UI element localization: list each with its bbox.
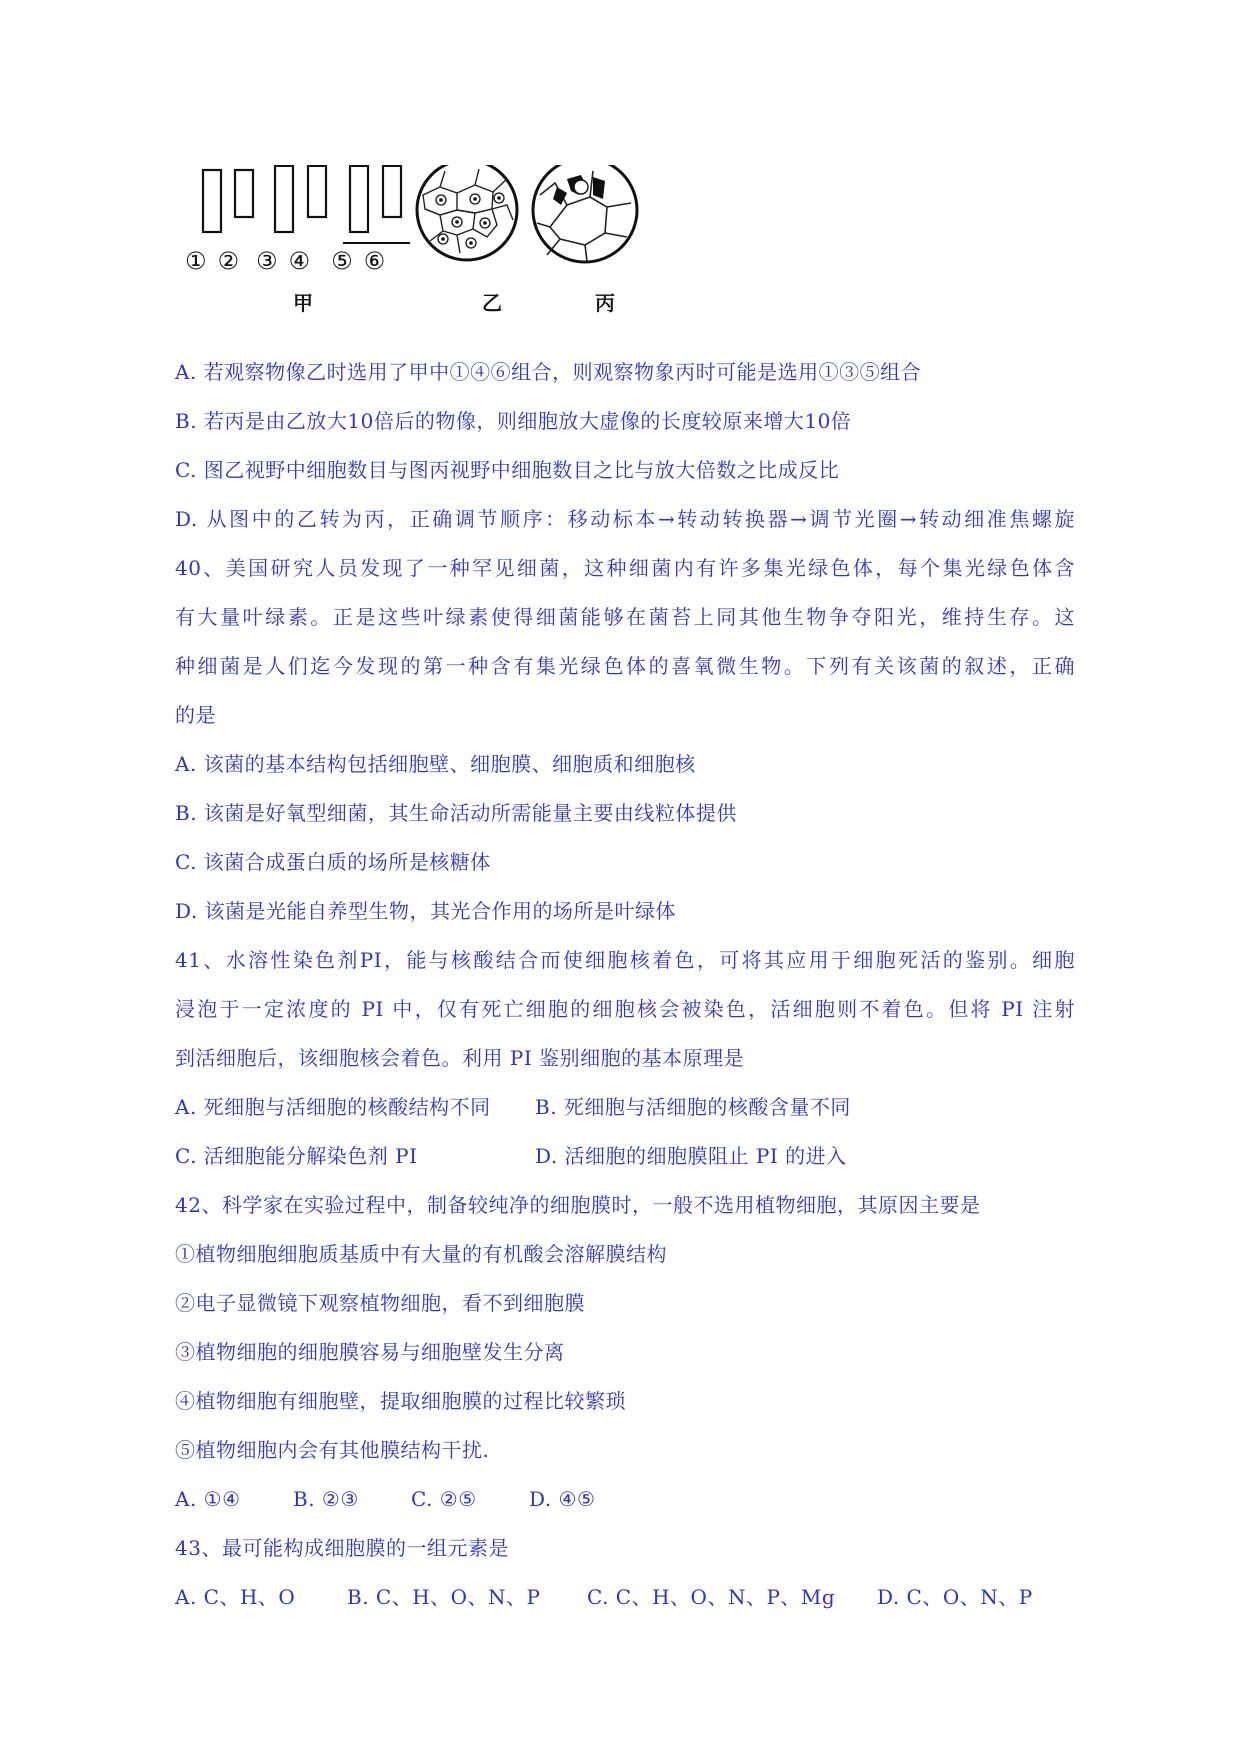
q42-options: [175, 1475, 1075, 1524]
q43-options: [175, 1573, 1075, 1622]
tube-numbers: [185, 247, 396, 275]
q40-option-a: A. 该菌的基本结构包括细胞壁、细胞膜、细胞质和细胞核: [175, 752, 696, 776]
q40-stem-line-1: 40、美国研究人员发现了一种罕见细菌，这种细菌内有许多集光绿色体，每个集光绿色体含: [175, 556, 1075, 580]
q42-option-c: C. ②⑤: [411, 1487, 477, 1511]
q41-option-a: A. 死细胞与活细胞的核酸结构不同: [175, 1095, 491, 1119]
tube-1-shape: [203, 170, 221, 232]
view-yi: [417, 165, 517, 260]
q42-stem: 42、科学家在实验过程中，制备较纯净的细胞膜时，一般不选用植物细胞，其原因主要是: [175, 1193, 981, 1217]
q40-option-b: B. 该菌是好氧型细菌，其生命活动所需能量主要由线粒体提供: [175, 801, 737, 825]
q42-item-5: ⑤植物细胞内会有其他膜结构干扰.: [175, 1438, 490, 1462]
q42-option-a: A. ①④: [175, 1487, 241, 1511]
question-text: [175, 348, 1075, 1622]
q39-option-a: A. 若观察物像乙时选用了甲中①④⑥组合，则观察物象丙时可能是选用①③⑤组合: [175, 360, 922, 384]
q41-option-c: C. 活细胞能分解染色剂 PI: [175, 1144, 418, 1168]
q42-item-2: ②电子显微镜下观察植物细胞，看不到细胞膜: [175, 1291, 585, 1315]
q41-stem-line-1: 41、水溶性染色剂PI，能与核酸结合而使细胞核着色，可将其应用于细胞死活的鉴别。细胞: [175, 948, 1075, 972]
q42-option-b: B. ②③: [293, 1487, 359, 1511]
q40-stem-line-4: 的是: [175, 703, 216, 727]
tube-label-4: ④: [288, 247, 322, 275]
q41-options-row-1: [175, 1083, 1075, 1132]
tube-5-shape: [350, 165, 368, 232]
tube-label-2: ②: [217, 247, 251, 275]
microscope-figure: [185, 165, 735, 345]
q40-option-c: C. 该菌合成蛋白质的场所是核糖体: [175, 850, 491, 874]
q40-stem-line-2: 有大量叶绿素。正是这些叶绿素使得细菌能够在菌苔上同其他生物争夺阳光，维持生存。这: [175, 605, 1075, 629]
q41-option-d: D. 活细胞的细胞膜阻止 PI 的进入: [535, 1144, 847, 1168]
figure-label-jia: 甲: [293, 291, 313, 315]
q41-stem-line-2: 浸泡于一定浓度的 PI 中，仅有死亡细胞的细胞核会被染色，活细胞则不着色。但将 PI 注射: [175, 997, 1075, 1021]
q40-stem-line-3: 种细菌是人们迄今发现的第一种含有集光绿色体的喜氧微生物。下列有关该菌的叙述，正确: [175, 654, 1075, 678]
q42-item-4: ④植物细胞有细胞壁，提取细胞膜的过程比较繁琐: [175, 1389, 626, 1413]
q42-item-3: ③植物细胞的细胞膜容易与细胞壁发生分离: [175, 1340, 565, 1364]
figure-label-bing: 丙: [595, 291, 615, 315]
q40-option-d: D. 该菌是光能自养型生物，其光合作用的场所是叶绿体: [175, 899, 677, 923]
q39-option-b: B. 若丙是由乙放大10倍后的物像，则细胞放大虚像的长度较原来增大10倍: [175, 409, 852, 433]
tube-3-shape: [275, 165, 293, 232]
q43-option-c: C. C、H、O、N、P、Mg: [587, 1585, 836, 1609]
figure-label-yi: 乙: [482, 291, 502, 315]
tube-label-5: ⑤: [331, 247, 364, 275]
q43-option-d: D. C、O、N、P: [877, 1585, 1033, 1609]
tube-label-3: ③: [256, 247, 289, 275]
q43-option-b: B. C、H、O、N、P: [347, 1585, 541, 1609]
q39-option-d: D. 从图中的乙转为丙，正确调节顺序：移动标本→转动转换器→调节光圈→转动细准焦螺旋: [175, 507, 1075, 531]
tube-4-shape: [308, 165, 326, 217]
q42-option-d: D. ④⑤: [529, 1487, 596, 1511]
tube-label-6: ⑥: [363, 247, 397, 275]
view-bing: [533, 165, 637, 262]
q42-item-1: ①植物细胞细胞质基质中有大量的有机酸会溶解膜结构: [175, 1242, 667, 1266]
q43-stem: 43、最可能构成细胞膜的一组元素是: [175, 1536, 509, 1560]
q41-options-row-2: [175, 1132, 1075, 1181]
q41-option-b: B. 死细胞与活细胞的核酸含量不同: [535, 1095, 851, 1119]
tube-label-1: ①: [185, 247, 218, 275]
q41-stem-line-3: 到活细胞后，该细胞核会着色。利用 PI 鉴别细胞的基本原理是: [175, 1046, 745, 1070]
q43-option-a: A. C、H、O: [175, 1585, 296, 1609]
tube-6-shape: [383, 165, 401, 217]
tube-2-shape: [235, 170, 253, 217]
q39-option-c: C. 图乙视野中细胞数目与图丙视野中细胞数目之比与放大倍数之比成反比: [175, 458, 840, 482]
